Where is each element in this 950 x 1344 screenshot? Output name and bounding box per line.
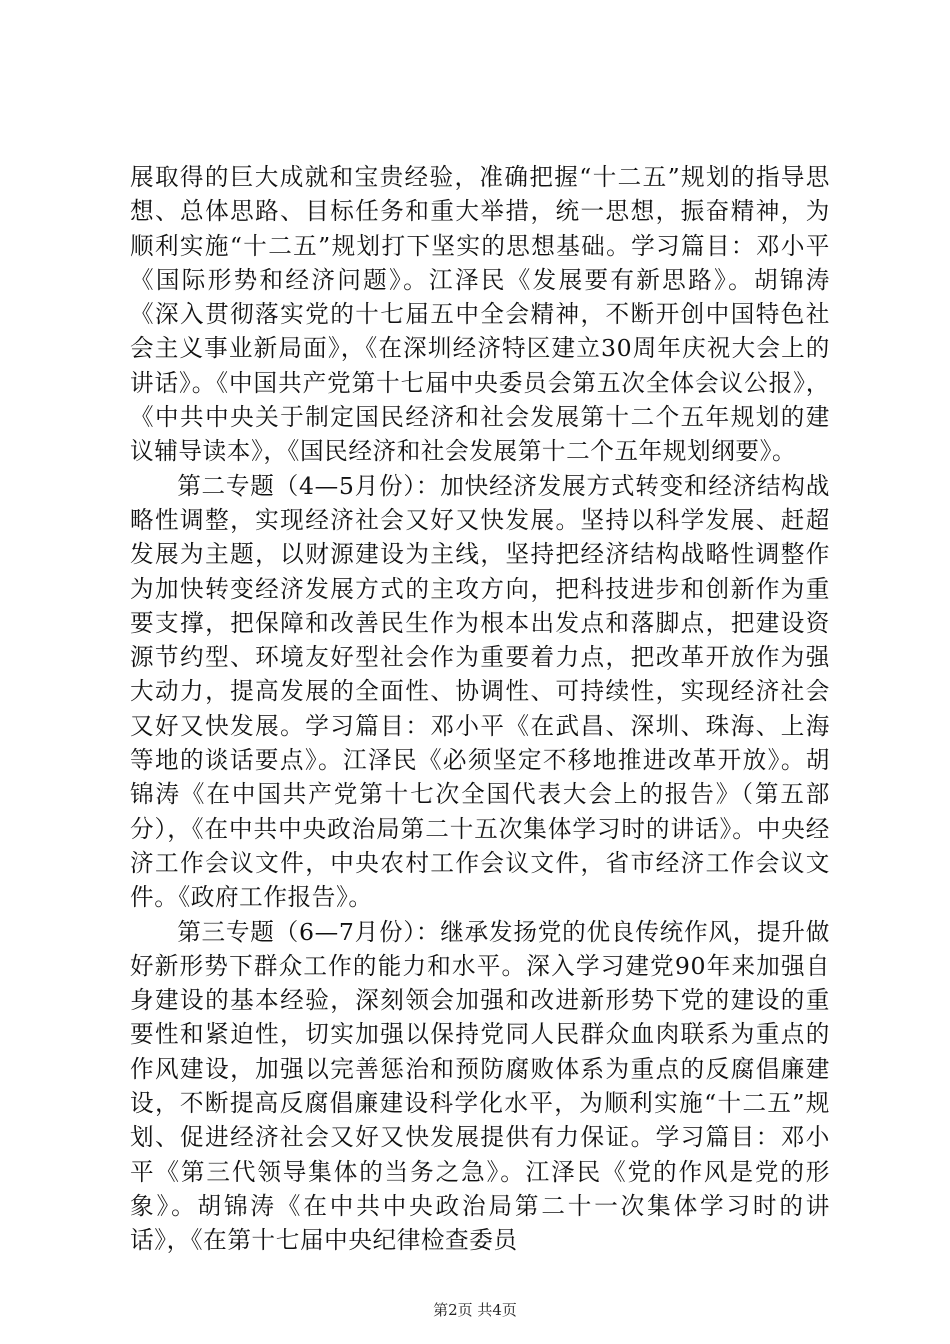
page-footer [0,1300,950,1320]
paragraph-topic-three: 第三专题（6—7月份）：继承发扬党的优良传统作风，提升做好新形势下群众工作的能力和水平。深入学习建党90年来加强自身建设的基本经验，深刻领会加强和改进新形势下党的建设的重要性和紧迫性，切实加强以保持党同人民群众血肉联系为重点的作风建设，加强以完善惩治和预防腐败体系为重点的反腐倡廉建设，不断提高反腐倡廉建设科学化水平，为顺利实施“十二五”规划、促进经济社会又好又快发展提供有力保证。学习篇目：邓小平《第三代领导集体的当务之急》。江泽民《党的作风是党的形象》。胡锦涛《在中共中央政治局第二十一次集体学习时的讲话》，《在第十七届中央纪律检查委员 [130,917,830,1255]
paragraph-continuation: 展取得的巨大成就和宝贵经验，准确把握“十二五”规划的指导思想、总体思路、目标任务和重大举措，统一思想，振奋精神，为顺利实施“十二五”规划打下坚实的思想基础。学习篇目：邓小平《国际形势和经济问题》。江泽民《发展要有新思路》。胡锦涛《深入贯彻落实党的十七届五中全会精神，不断开创中国特色社会主义事业新局面》，《在深圳经济特区建立30周年庆祝大会上的讲话》。《中国共产党第十七届中央委员会第五次全体会议公报》，《中共中央关于制定国民经济和社会发展第十二个五年规划的建议辅导读本》，《国民经济和社会发展第十二个五年规划纲要》。 [130,163,830,466]
page-number-indicator: 第2页 共4页 [433,1301,517,1319]
document-body [130,160,830,1258]
paragraph-topic-two: 第二专题（4—5月份）：加快经济发展方式转变和经济结构战略性调整，实现经济社会又好又快发展。坚持以科学发展、赶超发展为主题，以财源建设为主线，坚持把经济结构战略性调整作为加快转变经济发展方式的主攻方向，把科技进步和创新作为重要支撑，把保障和改善民生作为根本出发点和落脚点，把建设资源节约型、环境友好型社会作为重要着力点，把改革开放作为强大动力，提高发展的全面性、协调性、可持续性，实现经济社会又好又快发展。学习篇目：邓小平《在武昌、深圳、珠海、上海等地的谈话要点》。江泽民《必须坚定不移地推进改革开放》。胡锦涛《在中国共产党第十七次全国代表大会上的报告》（第五部分），《在中共中央政治局第二十五次集体学习时的讲话》。中央经济工作会议文件，中央农村工作会议文件，省市经济工作会议文件。《政府工作报告》。 [130,471,830,912]
